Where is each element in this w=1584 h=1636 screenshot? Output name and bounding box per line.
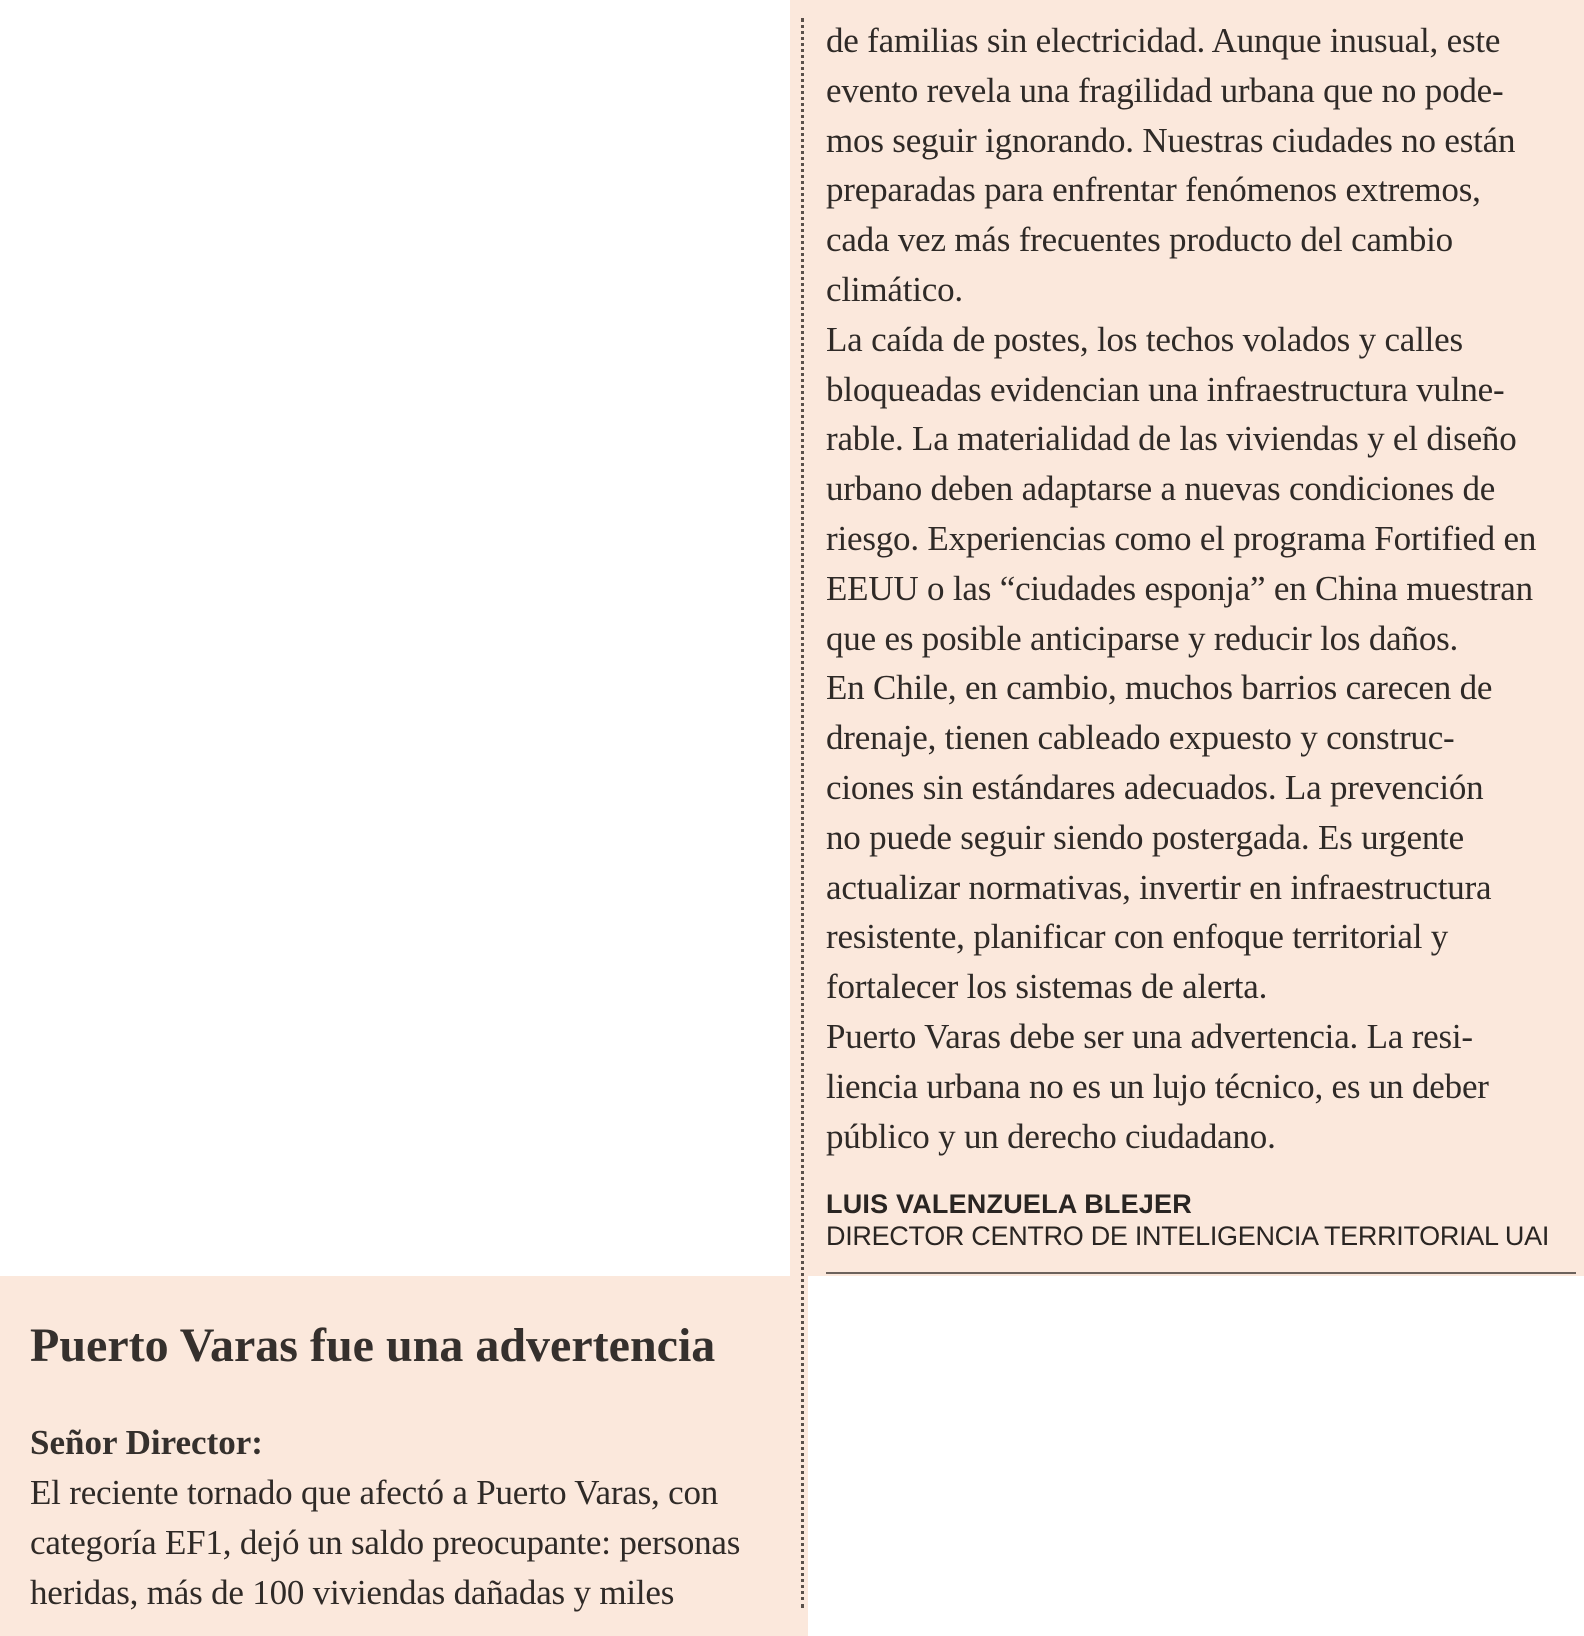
text-line: drenaje, tienen cableado expuesto y construc- bbox=[826, 718, 1455, 758]
author-title: DIRECTOR CENTRO DE INTELIGENCIA TERRITORIAL UAI bbox=[826, 1221, 1550, 1251]
paragraph-2 bbox=[826, 315, 1578, 664]
text-line: no puede seguir siendo postergada. Es urgente bbox=[826, 817, 1465, 857]
paragraph-1 bbox=[826, 16, 1578, 315]
text-line: público y un derecho ciudadano. bbox=[826, 1116, 1276, 1156]
letter-signature bbox=[826, 1188, 1578, 1252]
text-line: fortalecer los sistemas de alerta. bbox=[826, 967, 1268, 1007]
author-name: LUIS VALENZUELA BLEJER bbox=[826, 1189, 1192, 1219]
letter-headline: Puerto Varas fue una advertencia bbox=[30, 1319, 716, 1372]
text-line: rable. La materialidad de las viviendas y el diseño bbox=[826, 419, 1517, 459]
text-line: categoría EF1, dejó un saldo preocupante: personas bbox=[30, 1522, 741, 1562]
text-line: climático. bbox=[826, 269, 963, 309]
paragraph-3 bbox=[826, 663, 1578, 1012]
text-line: liencia urbana no es un lujo técnico, es un deber bbox=[826, 1066, 1489, 1106]
text-line: Puerto Varas debe ser una advertencia. La resi- bbox=[826, 1016, 1473, 1056]
signature-rule bbox=[826, 1272, 1576, 1274]
text-line: cada vez más frecuentes producto del cambio bbox=[826, 220, 1453, 260]
text-line: heridas, más de 100 viviendas dañadas y miles bbox=[30, 1572, 675, 1612]
column-divider bbox=[801, 18, 804, 1608]
text-line: ciones sin estándares adecuados. La prevención bbox=[826, 767, 1484, 807]
text-line: En Chile, en cambio, muchos barrios carecen de bbox=[826, 668, 1493, 708]
text-line: riesgo. Experiencias como el programa Fortified en bbox=[826, 518, 1537, 558]
letter-continuation bbox=[826, 16, 1578, 1161]
text-line: bloqueadas evidencian una infraestructura vulne- bbox=[826, 369, 1505, 409]
text-line: que es posible anticiparse y reducir los daños. bbox=[826, 618, 1459, 658]
paragraph-4 bbox=[826, 1012, 1578, 1161]
text-line: mos seguir ignorando. Nuestras ciudades no están bbox=[826, 120, 1516, 160]
text-line: evento revela una fragilidad urbana que no pode- bbox=[826, 70, 1504, 110]
text-line: El reciente tornado que afectó a Puerto Varas, con bbox=[30, 1473, 719, 1512]
text-line: actualizar normativas, invertir en infraestructura bbox=[826, 867, 1492, 907]
text-line: La caída de postes, los techos volados y calles bbox=[826, 319, 1463, 359]
letter-opening bbox=[30, 1468, 790, 1617]
text-line: preparadas para enfrentar fenómenos extremos, bbox=[826, 170, 1481, 210]
text-line: resistente, planificar con enfoque territorial y bbox=[826, 917, 1449, 957]
text-line: de familias sin electricidad. Aunque inusual, este bbox=[826, 21, 1501, 60]
text-line: urbano deben adaptarse a nuevas condiciones de bbox=[826, 469, 1496, 509]
text-line: EEUU o las “ciudades esponja” en China muestran bbox=[826, 568, 1533, 608]
letter-salutation: Señor Director: bbox=[30, 1423, 263, 1462]
